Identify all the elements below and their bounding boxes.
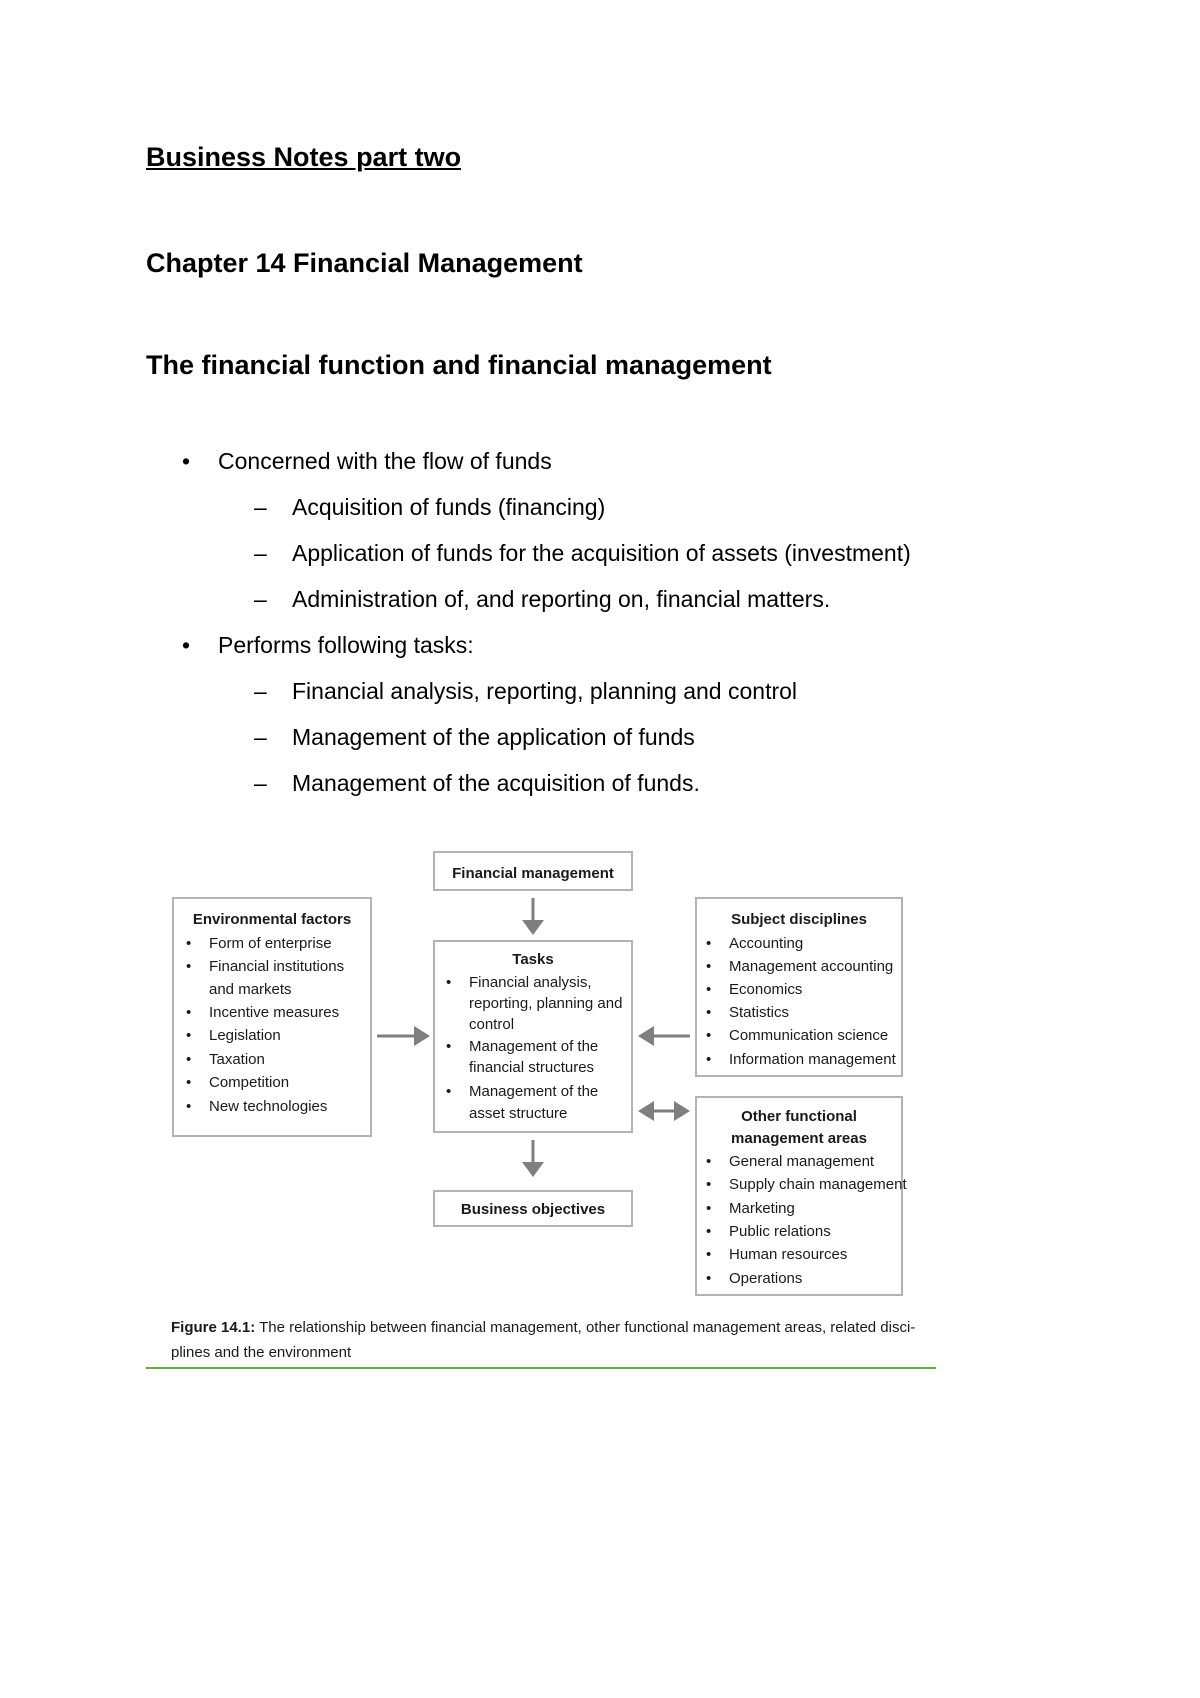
dash-marker: –: [254, 540, 267, 566]
subject-item: Information management: [729, 1051, 896, 1068]
arrowhead-environment-to-tasks: [414, 1026, 430, 1046]
subject-item: Communication science: [729, 1027, 889, 1044]
list-dot: •: [186, 1004, 192, 1021]
arrowhead-down-to-tasks: [522, 920, 544, 935]
subject-item: Statistics: [729, 1004, 790, 1021]
environmental-item: Taxation: [209, 1051, 265, 1068]
dash-marker: –: [254, 586, 267, 612]
dash-marker: –: [254, 724, 267, 750]
list-dot: •: [706, 1200, 712, 1217]
figure-caption-line-2: plines and the environment: [171, 1344, 352, 1361]
list-dot: •: [706, 1027, 712, 1044]
environmental-item: Form of enterprise: [209, 935, 332, 952]
sub-bullet-text: Administration of, and reporting on, financial matters.: [292, 586, 831, 612]
figure-caption-line-1: [171, 1319, 915, 1336]
list-dot: •: [706, 1004, 712, 1021]
sub-bullet-text: Management of the application of funds: [292, 724, 695, 750]
arrowhead-down-to-objectives: [522, 1162, 544, 1177]
arrowhead-left: [638, 1101, 654, 1121]
other-functional-areas-box: [696, 1097, 902, 1295]
environmental-factors-title: Environmental factors: [192, 911, 352, 928]
environmental-item: Competition: [209, 1074, 290, 1091]
list-dot: •: [706, 1223, 712, 1240]
tasks-box: [434, 941, 632, 1132]
bullet-marker: •: [182, 632, 191, 658]
list-dot: •: [186, 958, 192, 975]
sub-bullet-text: Financial analysis, reporting, planning and control: [292, 678, 798, 704]
dash-marker: –: [254, 678, 267, 704]
environmental-item: Financial institutions: [209, 958, 345, 975]
tasks-line: financial structures: [469, 1059, 595, 1076]
tasks-line: Management of the: [469, 1038, 599, 1055]
subject-item: Economics: [729, 981, 803, 998]
tasks-line: Management of the: [469, 1083, 599, 1100]
figure-caption-text: The relationship between financial management, other functional management areas, related disci-: [255, 1319, 916, 1336]
chapter-heading: Chapter 14 Financial Management: [146, 248, 583, 278]
subject-disciplines-title: Subject disciplines: [731, 911, 867, 928]
other-functional-title-2: management areas: [731, 1130, 867, 1147]
environmental-item: Legislation: [209, 1027, 281, 1044]
subject-item: Accounting: [729, 935, 804, 952]
list-dot: •: [706, 981, 712, 998]
other-functional-title-1: Other functional: [741, 1108, 857, 1125]
dash-marker: –: [254, 770, 267, 796]
list-dot: •: [706, 958, 712, 975]
sub-bullet-text: Acquisition of funds (financing): [292, 494, 606, 520]
business-objectives-label: Business objectives: [460, 1201, 606, 1218]
financial-management-label: Financial management: [452, 865, 614, 882]
sub-bullet-text: Application of funds for the acquisition of assets (investment): [292, 540, 911, 566]
environmental-item: Incentive measures: [209, 1004, 340, 1021]
figure-caption-label: Figure 14.1:: [171, 1319, 256, 1336]
other-item: General management: [729, 1153, 875, 1170]
section-heading: The financial function and financial management: [146, 350, 772, 380]
list-dot: •: [446, 1083, 452, 1100]
list-dot: •: [446, 1038, 452, 1055]
list-dot: •: [706, 1270, 712, 1287]
list-dot: •: [186, 1051, 192, 1068]
list-dot: •: [186, 1098, 192, 1115]
sub-bullet-text: Management of the acquisition of funds.: [292, 770, 700, 796]
environmental-item: New technologies: [209, 1098, 328, 1115]
list-dot: •: [706, 1246, 712, 1263]
bullet-text: Concerned with the flow of funds: [218, 448, 552, 474]
tasks-line: reporting, planning and: [469, 995, 623, 1012]
arrowhead-subjects-to-tasks: [638, 1026, 654, 1046]
list-dot: •: [706, 1176, 712, 1193]
environmental-item: and markets: [209, 981, 292, 998]
list-dot: •: [186, 1027, 192, 1044]
bullet-text: Performs following tasks:: [218, 632, 474, 658]
tasks-line: Financial analysis,: [469, 974, 592, 991]
other-item: Marketing: [729, 1200, 795, 1217]
dash-marker: –: [254, 494, 267, 520]
list-dot: •: [706, 1051, 712, 1068]
document-title: Business Notes part two: [146, 142, 462, 172]
other-item: Supply chain management: [729, 1176, 907, 1193]
tasks-line: asset structure: [469, 1105, 568, 1122]
bullet-marker: •: [182, 448, 191, 474]
crop-mask: [420, 840, 650, 850]
tasks-line: control: [469, 1016, 515, 1033]
list-dot: •: [706, 935, 712, 952]
other-item: Operations: [729, 1270, 803, 1287]
list-dot: •: [446, 974, 452, 991]
tasks-title: Tasks: [512, 951, 554, 968]
list-dot: •: [706, 1153, 712, 1170]
arrowhead-right: [674, 1101, 690, 1121]
list-dot: •: [186, 935, 192, 952]
other-item: Human resources: [729, 1246, 848, 1263]
tasks-list: [446, 974, 622, 1122]
list-dot: •: [186, 1074, 192, 1091]
subject-item: Management accounting: [729, 958, 894, 975]
other-item: Public relations: [729, 1223, 831, 1240]
